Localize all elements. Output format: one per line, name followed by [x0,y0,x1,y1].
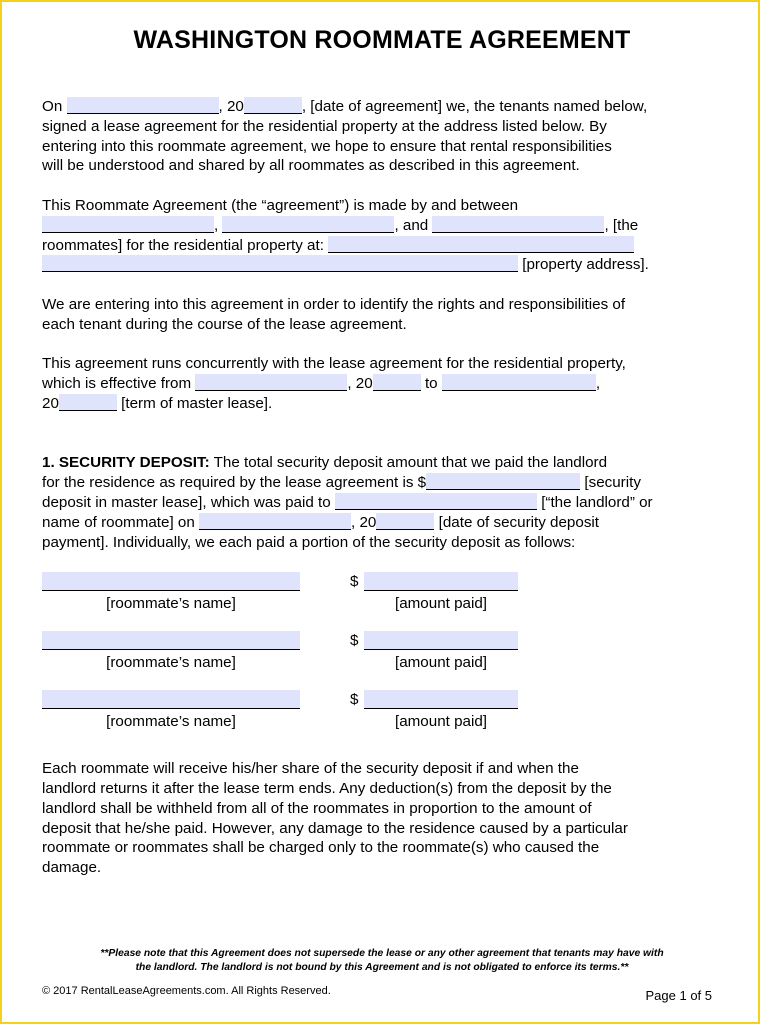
amount-paid-field[interactable] [364,631,518,650]
text-paid-to: deposit in master lease], which was paid to [42,493,331,511]
roommate-name-field[interactable] [42,631,300,650]
return-line-6: damage. [42,859,102,877]
intro-line-3: entering into this roommate agreement, we hope to ensure that rental responsibilities [42,137,612,155]
text-20: 20 [42,394,59,412]
deposit-return-paragraph [42,759,722,878]
text-name-of-roommate-on: name of roommate] on [42,513,195,531]
text-20: , 20 [347,375,373,393]
agreement-year-field[interactable] [244,97,302,114]
term-line-1: This agreement runs concurrently with the lease agreement for the residential property, [42,355,626,373]
text-comma: , [595,375,601,393]
roommate-name-caption: [roommate’s name] [106,595,236,613]
purpose-line-1: We are entering into this agreement in order to identify the rights and responsibilities of [42,295,626,313]
deposit-line-1: The total security deposit amount that we paid the landlord [209,454,608,472]
roommate-deposit-row [42,572,722,631]
roommate-name-field[interactable] [42,572,300,591]
lease-start-year-field[interactable] [373,374,421,391]
text-property-address: [property address]. [522,256,649,274]
return-line-5: roommate or roommates shall be charged only to the roommate(s) who caused the [42,839,600,857]
text-20: , 20 [351,513,377,531]
return-line-4: deposit that he/she paid. However, any damage to the residence caused by a particular [42,819,628,837]
text-to: to [424,375,438,393]
deposit-recipient-field[interactable] [335,493,537,510]
roommate-3-name-field[interactable] [432,216,604,233]
text-date-of-security-deposit: [date of security deposit [438,513,600,531]
amount-paid-caption: [amount paid] [394,595,488,613]
text-the: , [the [604,216,639,234]
amount-paid-caption: [amount paid] [394,654,488,672]
intro-line-4: will be understood and shared by all roommates as described in this agreement. [42,157,580,175]
deposit-date-field[interactable] [199,513,351,530]
text-security: [security [584,474,641,492]
deposit-line-5: payment]. Individually, we each paid a portion of the security deposit as follows: [42,533,576,551]
return-line-3: landlord shall be withheld from all of the roommates in proportion to the amount of [42,799,592,817]
text-and: , and [394,216,429,234]
text-date-of-agreement: , [date of agreement] we, the tenants named below, [301,98,648,115]
lease-end-date-field[interactable] [442,374,596,391]
property-address-field-2[interactable] [42,255,518,272]
property-address-field-1[interactable] [328,236,634,253]
roommate-deposit-row [42,631,722,690]
term-paragraph [42,354,722,413]
roommate-name-field[interactable] [42,690,300,709]
text-term-of-master-lease: [term of master lease]. [121,394,273,412]
text-residential-property-at: roommates] for the residential property at: [42,236,324,254]
roommate-name-caption: [roommate’s name] [106,654,236,672]
amount-paid-caption: [amount paid] [394,713,488,731]
purpose-line-2: each tenant during the course of the lease agreement. [42,315,407,333]
note-line-1: **Please note that this Agreement does not supersede the lease or any other agreement that tenants may have with [100,948,664,959]
note-line-2: the landlord. The landlord is not bound by this Agreement and is not obligated to enforce its terms.** [135,962,629,973]
deposit-line-2: for the residence as required by the lease agreement is $ [42,474,427,492]
text-20: , 20 [218,98,244,115]
roommate-deposit-row [42,690,722,749]
roommate-2-name-field[interactable] [222,216,394,233]
parties-line-1: This Roommate Agreement (the “agreement”) is made by and between [42,196,519,214]
document-title: WASHINGTON ROOMMATE AGREEMENT [133,26,631,54]
document-body [42,97,722,898]
dollar-sign: $ [350,691,359,709]
roommate-1-name-field[interactable] [42,216,214,233]
roommate-name-caption: [roommate’s name] [106,713,236,731]
page-number: Page 1 of 5 [645,988,712,1003]
agreement-date-field[interactable] [67,97,219,114]
return-line-2: landlord returns it after the lease term ends. Any deduction(s) from the deposit by the [42,779,612,797]
amount-paid-field[interactable] [364,572,518,591]
deposit-amount-field[interactable] [426,473,580,490]
security-deposit-section [42,453,722,552]
purpose-paragraph [42,295,722,335]
intro-line-2: signed a lease agreement for the residential property at the address listed below. By [42,117,607,135]
deposit-year-field[interactable] [376,513,434,530]
disclaimer-note [42,947,722,975]
intro-paragraph [42,97,722,176]
amount-paid-field[interactable] [364,690,518,709]
roommate-deposit-list [42,572,722,749]
text-effective-from: which is effective from [42,375,192,393]
text-comma: , [214,216,219,234]
return-line-1: Each roommate will receive his/her share of the security deposit if and when the [42,760,579,778]
dollar-sign: $ [350,632,359,650]
text-the-landlord: [“the landlord” or [541,493,653,511]
copyright-text: © 2017 RentalLeaseAgreements.com. All Rights Reserved. [42,985,331,997]
lease-start-date-field[interactable] [195,374,347,391]
parties-paragraph [42,196,722,275]
section-heading: 1. SECURITY DEPOSIT: [42,454,210,472]
dollar-sign: $ [350,573,359,591]
text-on: On [42,98,63,115]
lease-end-year-field[interactable] [59,394,117,411]
